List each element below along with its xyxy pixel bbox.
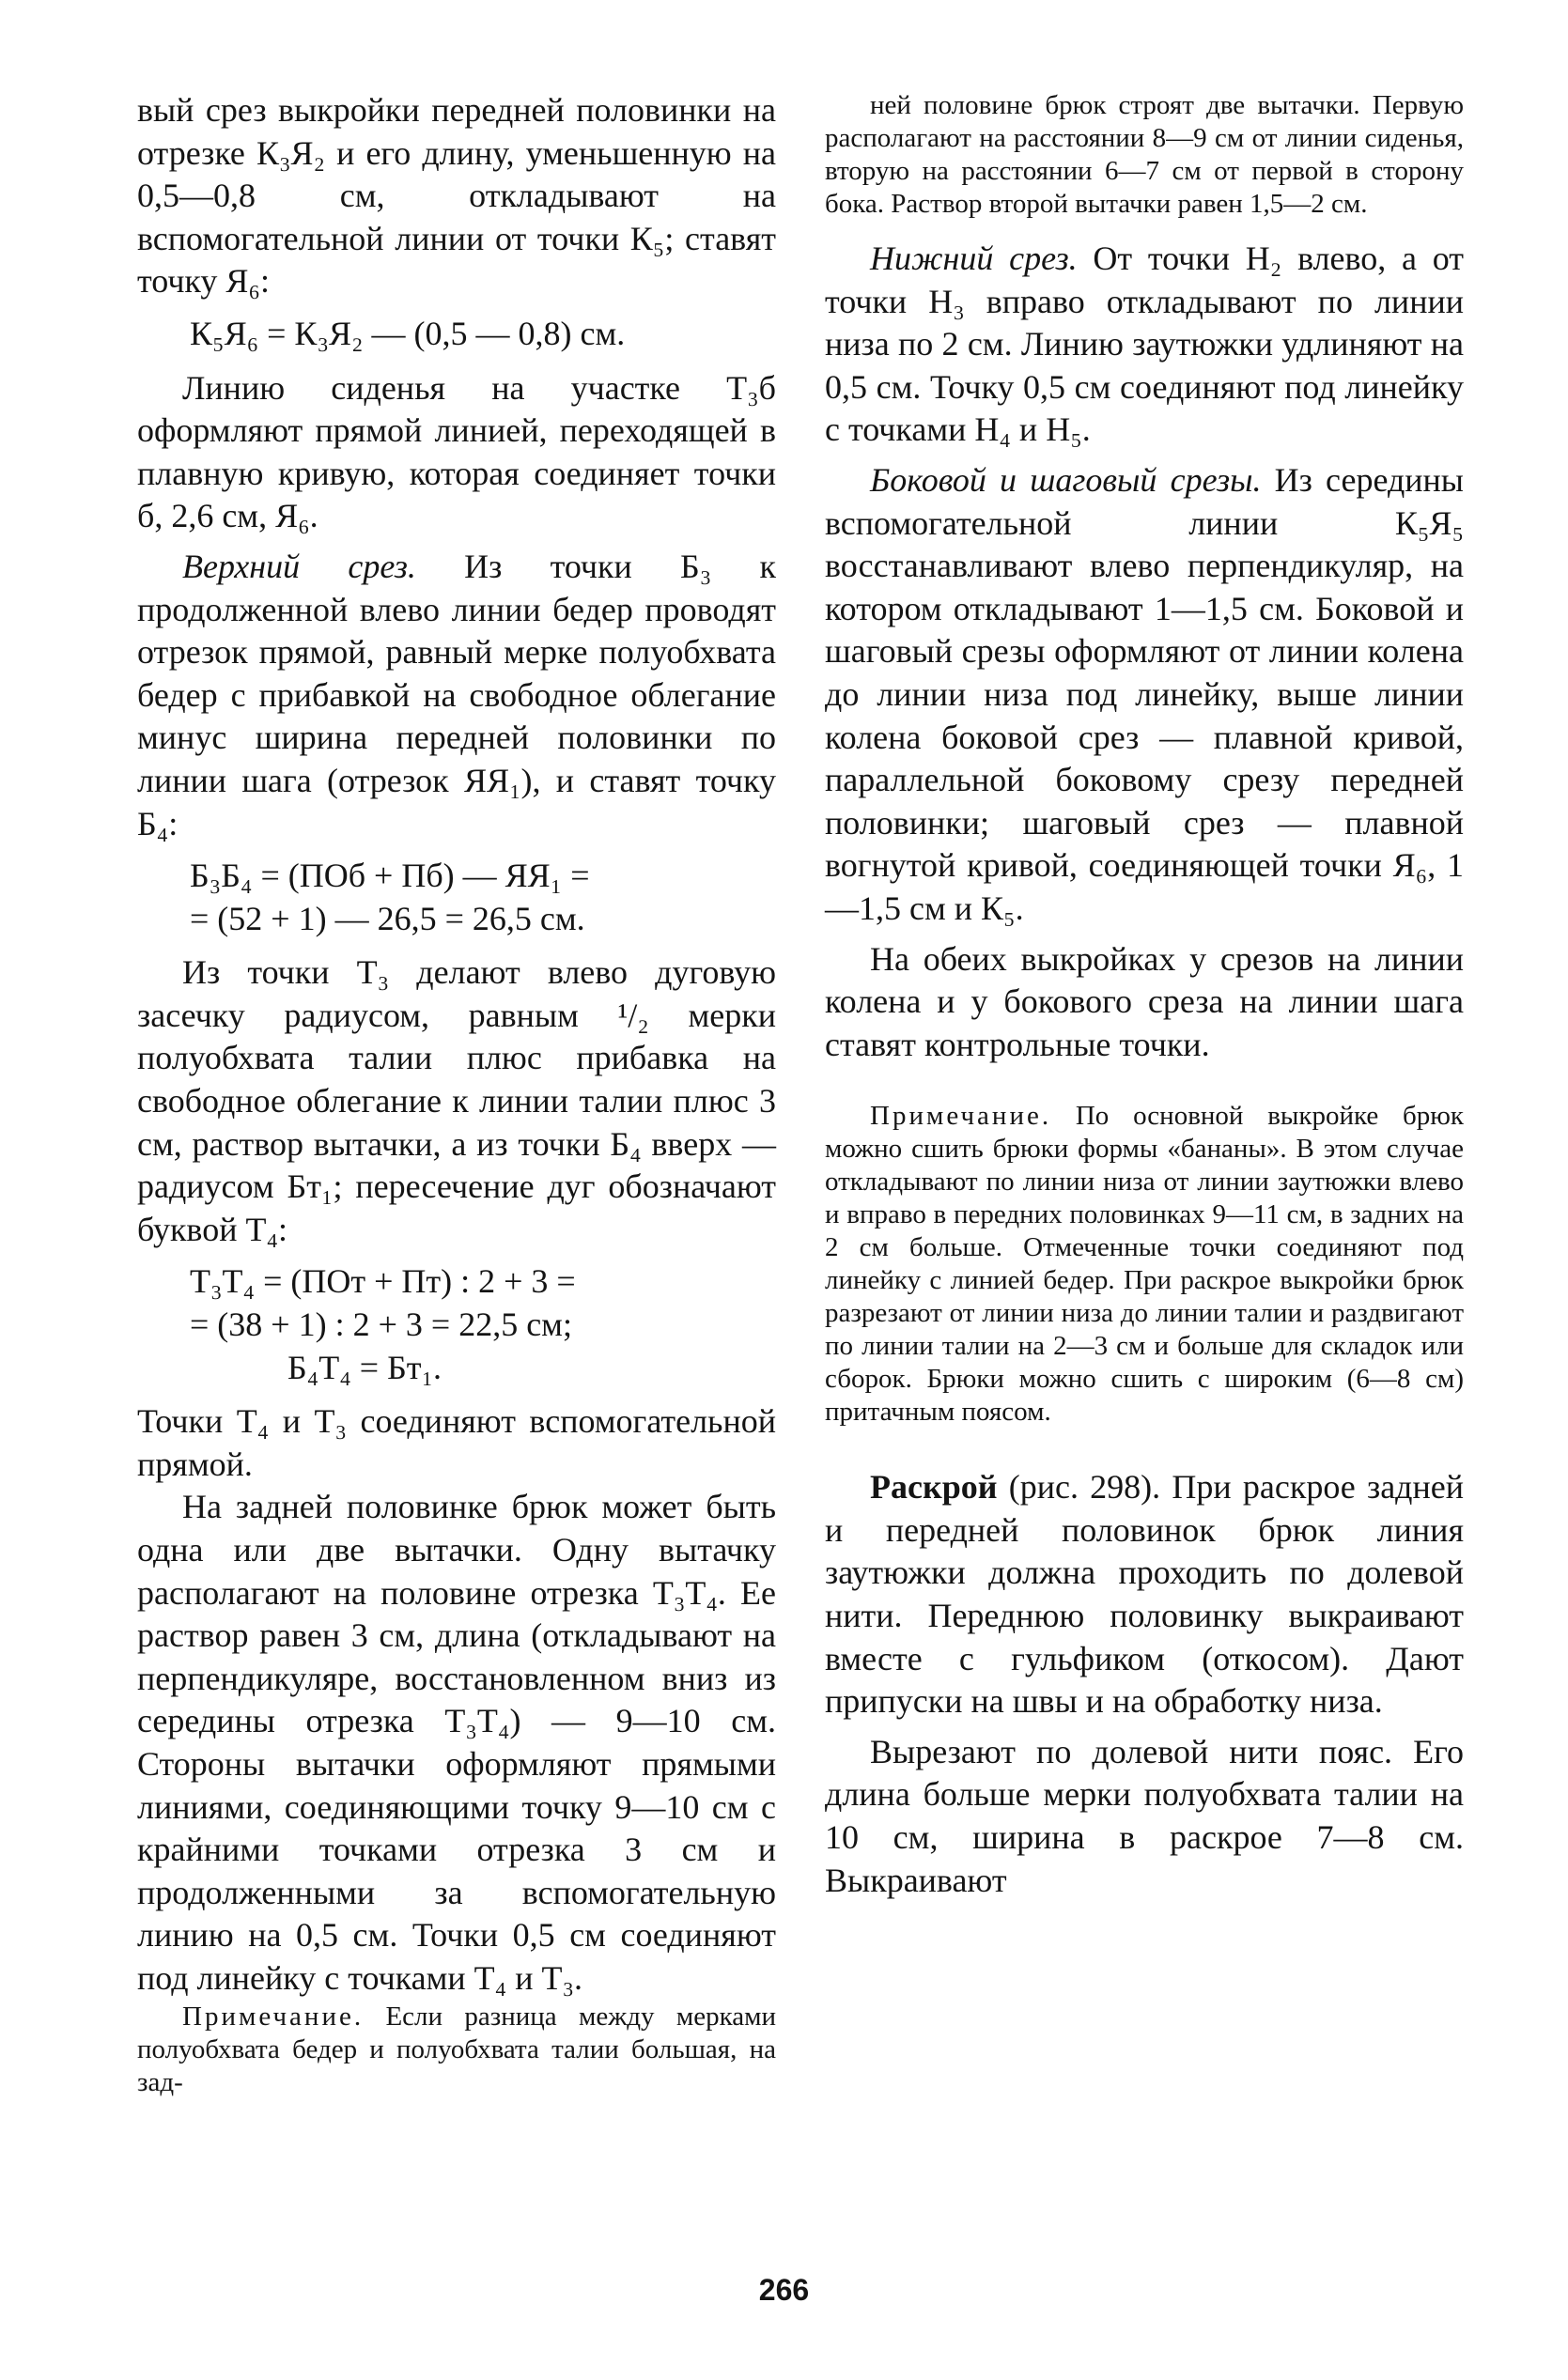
- formula: = (38 + 1) : 2 + 3 = 22,5 см;: [190, 1306, 572, 1344]
- note-text: Если разница между мерками полуобхвата бедер и полуобхвата талии большая, на зад-: [137, 2001, 776, 2097]
- paragraph-text: От точки Н₂ влево, а от точки Н₃ вправо откладывают по линии низа по 2 см. Линию заутюжки удлиняют на 0,5 см. Точку 0,5 см соединяют под линейку с точками Н₄ и Н₅.: [825, 240, 1465, 449]
- formula: = (52 + 1) — 26,5 = 26,5 см.: [190, 899, 585, 937]
- paragraph-text: Из середины вспомогательной линии К₅Я₅ восстанавливают влево перпендикуляр, на котором откладывают 1—1,5 см. Боковой и шаговый срезы оформляют от линии колена до линии низа под линейку, выше линии колена боковой срез — плавной кривой, параллельной боковому срезу передней половинки; шаговый срез — плавной вогнутой кривой, соединяющей точки Я₆, 1—1,5 см и К₅.: [825, 460, 1464, 927]
- paragraph-text: (рис. 298). При раскрое задней и передней половинок брюк линия заутюжки должна проходить по долевой нити. Переднюю половинку выкраивают вместе с гульфиком (откосом). Дают припуски на швы и на обработку низа.: [825, 1468, 1464, 1721]
- formula: Б₄Т₄ = Бт₁.: [287, 1348, 442, 1386]
- note-continuation: ней половине брюк строят две вытачки. Первую располагают на расстоянии 8—9 см от линии сиденья, вторую на расстоянии 6—7 см от первой в сторону бока. Раствор второй вытачки равен 1,5—2 см.: [825, 90, 1464, 219]
- paragraph: вый срез выкройки передней половинки на отрезке К₃Я₂ и его длину, уменьшенную на 0,5—0,8 см, откладывают на вспомогательной линии от точки К₅; ставят точку Я₆:: [137, 91, 776, 301]
- right-column: [825, 89, 1464, 1902]
- paragraph-text: Из точки Б₃ к продолженной влево линии бедер проводят отрезок прямой, равный мерке полуобхвата бедер с прибавкой на свободное облегание минус ширина передней половинки по линии шага (отрезок ЯЯ₁), и ставят точку Б₄:: [137, 547, 776, 842]
- section-heading: Боковой и шаговый срезы.: [870, 460, 1262, 499]
- paragraph: Вырезают по долевой нити пояс. Его длина больше мерки полуобхвата талии на 10 см, ширина в раскрое 7—8 см. Выкраивают: [825, 1732, 1464, 1899]
- paragraph: Из точки Т₃ делают влево дуговую засечку радиусом, равным ¹/₂ мерки полуобхвата талии плюс прибавка на свободное облегание к линии талии плюс 3 см, раствор вытачки, а из точки Б₄ вверх — радиусом Бт₁; пересечение дуг обозначают буквой Т₄:: [137, 953, 776, 1248]
- section-heading: Верхний срез.: [182, 547, 416, 585]
- section-heading: Раскрой: [870, 1468, 998, 1507]
- note-label: Примечание.: [182, 2001, 365, 2032]
- page-number: 266: [758, 2273, 810, 2307]
- paragraph: На задней половинке брюк может быть одна или две вытачки. Одну вытачку располагают на половине отрезка Т₃Т₄. Ее раствор равен 3 см, длина (откладывают на перпендикуляре, восстановленном вниз из середины отрезка Т₃Т₄) — 9—10 см. Стороны вытачки оформляют прямыми линиями, соединяющими точку 9—10 см с крайними точками отрезка 3 см и продолженными за вспомогательную линию на 0,5 см. Точки 0,5 см соединяют под линейку с точками Т₄ и Т₃.: [137, 1488, 776, 1997]
- formula: К₅Я₆ = К₃Я₂ — (0,5 — 0,8) см.: [190, 314, 626, 352]
- formula: Б₃Б₄ = (ПОб + Пб) — ЯЯ₁ =: [190, 857, 590, 895]
- paragraph: Линию сиденья на участке Т₃б оформляют прямой линией, переходящей в плавную кривую, которая соединяет точки б, 2,6 см, Я₆.: [137, 368, 776, 535]
- paragraph: [137, 546, 776, 845]
- section-heading: Нижний срез.: [870, 240, 1078, 277]
- paragraph: На обеих выкройках у срезов на линии колена и у бокового среза на линии шага ставят контрольные точки.: [825, 939, 1464, 1063]
- note-text: По основной выкройке брюк можно сшить брюки формы «бананы». В этом случае откладывают по линии низа от линии заутюжки влево и вправо в передних половинках 9—11 см, в задних на 2 см больше. Отмеченные точки соединяют под линейку с линией бедер. При раскрое выкройки брюк разрезают от линии низа до линии талии и раздвигают по линии талии на 2—3 см и больше для складок или сборок. Брюки можно сшить с широким (6—8 см) притачным поясом.: [825, 1101, 1464, 1428]
- note: [137, 2001, 776, 2099]
- note: [825, 1100, 1464, 1429]
- left-column: [137, 89, 776, 2099]
- paragraph: [825, 1466, 1464, 1723]
- paragraph: Точки Т₄ и Т₃ соединяют вспомогательной прямой.: [137, 1402, 776, 1483]
- note-label: Примечание.: [870, 1101, 1052, 1132]
- formula: Т₃Т₄ = (ПОт + Пт) : 2 + 3 =: [190, 1262, 576, 1301]
- paragraph: [825, 238, 1464, 452]
- paragraph: [825, 459, 1464, 931]
